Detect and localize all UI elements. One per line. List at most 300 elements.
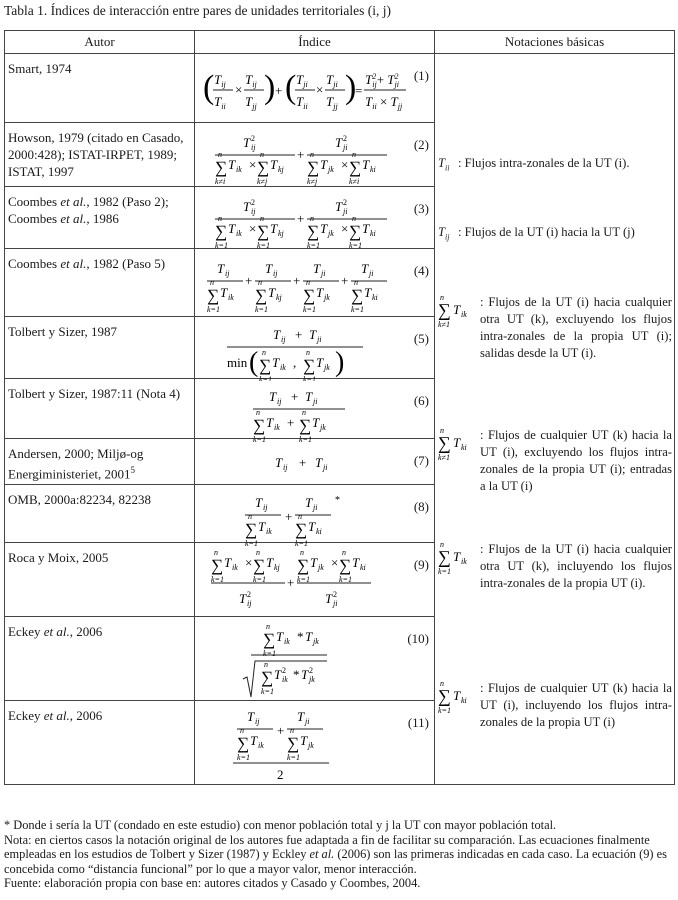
svg-text:T: T	[453, 549, 461, 564]
svg-text:jk: jk	[320, 423, 326, 432]
svg-text:k=1: k=1	[253, 435, 266, 443]
svg-text:T: T	[243, 199, 251, 214]
svg-text:∑: ∑	[211, 556, 224, 575]
svg-text:T: T	[364, 285, 372, 300]
svg-text:k=1: k=1	[303, 305, 316, 314]
svg-text:∑: ∑	[253, 416, 266, 435]
index-cell	[195, 54, 435, 123]
footnote-asterisk: * Donde i sería la UT (condado en este estudio) con menor población total y j la UT con mayor población total.	[4, 818, 557, 832]
svg-text:n: n	[262, 348, 266, 357]
svg-text:∑: ∑	[438, 547, 451, 567]
notation-cell	[435, 54, 675, 785]
notation-item: $T_{ij}$ : Flujos de la UT (i) hacia la UT (j)	[438, 224, 672, 241]
svg-text:T: T	[325, 591, 333, 606]
svg-text:n: n	[440, 541, 444, 549]
svg-text:): )	[335, 347, 345, 378]
svg-text:2: 2	[343, 198, 347, 207]
svg-text:×: ×	[235, 82, 243, 97]
svg-text:+: +	[295, 327, 303, 342]
notation-item: n ∑ k=1 T ki : Flujos de cualquier UT (k) hacia la UT (i), incluyendo los flujos intra-zonales de la propia UT (i)	[438, 680, 672, 729]
svg-text:T: T	[266, 415, 274, 430]
svg-text:+: +	[297, 147, 305, 162]
svg-text:2: 2	[251, 198, 255, 207]
author-cell: Coombes et al., 1982 (Paso 5)	[5, 249, 195, 317]
header-autor: Autor	[5, 31, 195, 54]
svg-text:ji: ji	[317, 335, 322, 344]
svg-text:ij: ij	[247, 599, 252, 608]
svg-text:ij: ij	[255, 717, 260, 726]
svg-text:∑: ∑	[438, 686, 451, 706]
svg-text:n: n	[342, 551, 346, 557]
svg-text:ik: ik	[236, 229, 242, 238]
svg-text:n: n	[300, 551, 304, 557]
index-cell	[195, 123, 435, 187]
equation-5	[213, 325, 418, 385]
svg-text:n: n	[256, 408, 260, 417]
svg-text:∑: ∑	[255, 286, 268, 305]
table-footnotes	[4, 818, 674, 891]
author-cell: Eckey et al., 2006	[5, 701, 195, 785]
equation-9	[209, 551, 414, 621]
svg-text:ij: ij	[263, 503, 268, 512]
svg-text:T: T	[320, 157, 328, 172]
svg-text:ki: ki	[370, 229, 376, 238]
index-cell	[195, 187, 435, 249]
svg-text:ji: ji	[313, 397, 318, 406]
svg-text:ji: ji	[369, 269, 374, 278]
equation-11	[231, 709, 436, 787]
svg-text:n: n	[218, 150, 222, 159]
equation-number: (3)	[413, 201, 429, 216]
svg-text:T: T	[239, 591, 247, 606]
svg-text:n: n	[306, 278, 310, 287]
svg-text:ki: ki	[461, 696, 467, 705]
svg-text:n: n	[264, 660, 268, 669]
footnote-nota: Nota: en ciertos casos la notación original de los autores fue adaptada a fin de facilitar su comparación. Las ecuaciones finalmente empleadas en los estudios de Tolbert y Sizer (1987) y Eckley et al. (2006) son las primeras indicadas en cada caso. La ecuación (9) es concebida como “distancia funcional” por lo que a mayor valor, menor interacción.	[4, 832, 667, 876]
svg-text:n: n	[440, 294, 444, 302]
svg-text:T: T	[335, 135, 343, 150]
svg-text:T: T	[453, 435, 461, 450]
table-caption: Tabla 1. Índices de interacción entre pares de unidades territoriales (i, j)	[4, 3, 392, 18]
svg-text:T: T	[266, 555, 274, 570]
svg-text:k=1: k=1	[237, 753, 250, 762]
header-indice: Índice	[195, 31, 435, 54]
svg-text:∑: ∑	[307, 222, 320, 241]
svg-text:k=1: k=1	[263, 649, 276, 658]
svg-text:T: T	[453, 688, 461, 703]
svg-text:n: n	[258, 278, 262, 287]
svg-text:Tij: $T_{ij}$	[245, 72, 257, 89]
svg-text:n: n	[298, 512, 302, 521]
equation-number: (9)	[413, 557, 429, 572]
svg-text:ki: ki	[360, 563, 366, 572]
svg-text:T: T	[272, 355, 280, 370]
svg-text:+: +	[285, 509, 293, 524]
svg-text:min: min	[227, 355, 248, 370]
svg-text:2: 2	[309, 666, 313, 675]
svg-text:T: T	[269, 389, 277, 404]
svg-text:k≠1: k≠1	[438, 453, 450, 462]
svg-text:ki: ki	[372, 293, 378, 302]
svg-text:Tjj: $T_{jj}$	[245, 94, 257, 111]
svg-text:2: 2	[343, 134, 347, 143]
svg-text:T: T	[228, 221, 236, 236]
svg-text:n: n	[310, 150, 314, 159]
svg-text:×: ×	[316, 82, 324, 97]
svg-text:ij: ij	[251, 143, 256, 152]
svg-text:k≠j: k≠j	[307, 177, 318, 186]
svg-text:n: n	[354, 278, 358, 287]
svg-text:T: T	[268, 285, 276, 300]
equation-number: (6)	[413, 393, 429, 408]
svg-text:n: n	[260, 150, 264, 159]
svg-text:ki: ki	[461, 443, 467, 452]
index-cell	[195, 543, 435, 617]
svg-text:∑: ∑	[257, 222, 270, 241]
svg-text:ik: ik	[266, 527, 272, 536]
svg-text:ik: ik	[282, 675, 288, 684]
svg-text:ji: ji	[321, 269, 326, 278]
svg-text:ij: ij	[283, 463, 288, 472]
svg-text:∑: ∑	[349, 222, 362, 241]
notation-item: n ∑ k=1 T ik : Flujos de la UT (i) hacia cualquier otra UT (k), incluyendo los flujos intra-zonales de la propia UT (i).	[438, 541, 672, 590]
author-cell: Smart, 1974	[5, 54, 195, 123]
svg-text:=: =	[355, 83, 363, 98]
author-cell: Howson, 1979 (citado en Casado, 2000:428); ISTAT-IRPET, 1989; ISTAT, 1997	[5, 123, 195, 187]
svg-text:∑: ∑	[207, 286, 220, 305]
svg-text:ki: ki	[316, 527, 322, 536]
footnote-fuente: Fuente: elaboración propia con base en: autores citados y Casado y Coombes, 2004.	[4, 876, 421, 890]
symbol-sum-tik-excl	[438, 294, 480, 330]
svg-text:T: T	[228, 157, 236, 172]
svg-text:T: T	[255, 495, 263, 510]
svg-text:+: +	[275, 83, 283, 98]
svg-text:T: T	[270, 221, 278, 236]
author-cell: Roca y Moix, 2005	[5, 543, 195, 617]
equation-1	[203, 62, 408, 122]
svg-text:×: ×	[341, 221, 349, 236]
equation-3	[213, 195, 418, 255]
svg-text:Tji: $T_{ji}$	[296, 72, 308, 89]
svg-text:ji: ji	[343, 143, 348, 152]
index-cell	[195, 485, 435, 548]
svg-text:∑: ∑	[237, 734, 250, 753]
svg-text:T: T	[352, 555, 360, 570]
svg-text:*: *	[297, 629, 304, 644]
header-notaciones: Notaciones básicas	[435, 31, 675, 54]
svg-text:+: +	[277, 723, 285, 738]
svg-text:): )	[345, 69, 357, 106]
svg-text:T: T	[276, 629, 284, 644]
notation-item: n ∑ k≠1 T ik : Flujos de la UT (i) hacia cualquier otra UT (k), excluyendo los flujos intra-zonales de la propia UT (i); salidas desde la UT (i).	[438, 294, 672, 360]
svg-text:k=1: k=1	[307, 241, 320, 250]
svg-text:k≠i: k≠i	[215, 177, 226, 186]
svg-text:n: n	[266, 625, 270, 631]
svg-text:k=1: k=1	[253, 575, 266, 584]
svg-text:n: n	[302, 408, 306, 417]
svg-text:ik: ik	[236, 165, 242, 174]
svg-text:k=1: k=1	[438, 567, 451, 576]
svg-text:T: T	[220, 285, 228, 300]
index-cell	[195, 379, 435, 443]
svg-text:∑: ∑	[215, 158, 228, 177]
svg-text:+: +	[341, 273, 349, 288]
svg-text:k=1: k=1	[245, 539, 258, 548]
svg-text:k≠j: k≠j	[257, 177, 268, 186]
svg-text:ki: ki	[370, 165, 376, 174]
svg-text:ji: ji	[323, 463, 328, 472]
symbol-tij: $T_{ij}$	[438, 225, 450, 242]
equation-number: (5)	[413, 331, 429, 346]
svg-text:Tii: $T_{ii}$	[296, 94, 308, 111]
author-cell: Tolbert y Sizer, 1987:11 (Nota 4)	[5, 379, 195, 439]
svg-text:jk: jk	[328, 165, 334, 174]
svg-text:×: ×	[249, 221, 257, 236]
svg-text:Tjj: $T_{jj}$	[326, 94, 338, 111]
svg-text:k=1: k=1	[215, 241, 228, 250]
equation-number: (11)	[407, 715, 429, 730]
symbol-sum-tki-incl	[438, 680, 480, 716]
svg-text:∑: ∑	[438, 300, 451, 320]
equation-number: (10)	[407, 631, 429, 646]
svg-text:(: (	[203, 69, 215, 106]
svg-text:T: T	[453, 302, 461, 317]
svg-text:T: T	[310, 555, 318, 570]
svg-text:∑: ∑	[253, 556, 266, 575]
svg-text:n: n	[306, 348, 310, 357]
svg-text:n: n	[352, 214, 356, 223]
symbol-tii: $T_{ii}$	[438, 156, 450, 173]
svg-text:kj: kj	[278, 229, 284, 238]
svg-text:T: T	[247, 709, 255, 724]
svg-text:k=1: k=1	[299, 435, 312, 443]
svg-text:+: +	[293, 273, 301, 288]
svg-text:,: ,	[293, 355, 297, 370]
svg-text:ik: ik	[258, 741, 264, 750]
svg-text:n: n	[310, 214, 314, 223]
index-cell	[195, 317, 435, 379]
svg-text:T: T	[305, 389, 313, 404]
svg-text:∑: ∑	[259, 356, 272, 375]
svg-text:ji: ji	[313, 503, 318, 512]
index-cell	[195, 701, 435, 785]
svg-text:n: n	[248, 512, 252, 521]
svg-text:T: T	[297, 709, 305, 724]
svg-text:n: n	[214, 551, 218, 557]
author-cell: OMB, 2000a:82234, 82238	[5, 485, 195, 543]
svg-text:ik: ik	[461, 310, 467, 319]
svg-text:ji: ji	[333, 599, 338, 608]
svg-text:T: T	[270, 157, 278, 172]
svg-text:): )	[264, 69, 276, 106]
svg-text:T: T	[315, 455, 323, 470]
svg-text:Tij: $T_{ij}$	[214, 72, 226, 89]
svg-text:n: n	[240, 726, 244, 735]
equation-number: (2)	[413, 137, 429, 152]
svg-text:∑: ∑	[261, 668, 274, 687]
svg-text:kj: kj	[278, 165, 284, 174]
svg-text:T: T	[305, 495, 313, 510]
svg-text:∑: ∑	[297, 556, 310, 575]
svg-text:2: 2	[333, 590, 337, 599]
svg-text:Tii: $T_{ii}$	[214, 94, 226, 111]
svg-text:×: ×	[331, 555, 339, 570]
svg-text:kj: kj	[274, 563, 280, 572]
svg-text:T2ij+ T2ji: $T^2$ $ij+ T^2$ ji	[365, 72, 399, 89]
svg-text:×: ×	[341, 157, 349, 172]
svg-text:T: T	[273, 327, 281, 342]
svg-text:T: T	[312, 415, 320, 430]
svg-text:n: n	[256, 551, 260, 557]
svg-text:ik: ik	[232, 563, 238, 572]
header-row	[5, 31, 675, 54]
svg-text:k=1: k=1	[349, 241, 362, 250]
svg-text:×: ×	[249, 157, 257, 172]
author-cell: Coombes et al., 1982 (Paso 2); Coombes et al., 1986	[5, 187, 195, 249]
svg-text:∑: ∑	[263, 630, 276, 649]
svg-text:∑: ∑	[307, 158, 320, 177]
svg-text:n: n	[352, 150, 356, 159]
equation-10	[231, 625, 436, 705]
svg-text:+: +	[297, 211, 305, 226]
svg-text:T: T	[265, 261, 273, 276]
svg-text:ij: ij	[281, 335, 286, 344]
svg-text:T: T	[320, 221, 328, 236]
svg-text:T: T	[362, 221, 370, 236]
svg-text:T: T	[309, 327, 317, 342]
symbol-sum-tik-incl	[438, 541, 480, 577]
svg-text:T: T	[274, 667, 282, 682]
svg-text:∑: ∑	[245, 520, 258, 539]
svg-text:∑: ∑	[438, 433, 451, 453]
equation-2	[213, 131, 418, 191]
svg-text:k=1: k=1	[303, 375, 316, 381]
svg-text:ik: ik	[228, 293, 234, 302]
svg-text:k=1: k=1	[255, 305, 268, 314]
svg-text:Tii × Tjj: $T_{ii} \times T_{jj}$	[365, 94, 403, 111]
svg-text:T: T	[258, 519, 266, 534]
svg-text:T: T	[243, 135, 251, 150]
svg-text:k≠i: k≠i	[349, 177, 360, 186]
svg-text:∑: ∑	[349, 158, 362, 177]
svg-text:k=1: k=1	[259, 375, 272, 381]
svg-text:T: T	[361, 261, 369, 276]
svg-text:n: n	[440, 427, 444, 435]
index-cell	[195, 617, 435, 701]
equation-4	[205, 257, 410, 319]
svg-text:∑: ∑	[339, 556, 352, 575]
svg-text:T: T	[316, 355, 324, 370]
svg-text:2: 2	[282, 666, 286, 675]
svg-text:ij: ij	[273, 269, 278, 278]
svg-text:+: +	[291, 389, 299, 404]
svg-text:ji: ji	[343, 207, 348, 216]
svg-text:*: *	[293, 667, 300, 682]
svg-text:2: 2	[247, 590, 251, 599]
svg-text:n: n	[290, 726, 294, 735]
svg-text:T: T	[217, 261, 225, 276]
svg-text:k=1: k=1	[351, 305, 364, 314]
svg-text:∑: ∑	[303, 356, 316, 375]
svg-text:n: n	[210, 278, 214, 287]
svg-text:T: T	[362, 157, 370, 172]
svg-text:∑: ∑	[295, 520, 308, 539]
notation-item: n ∑ k≠1 T ki : Flujos de cualquier UT (k) hacia la UT (i), excluyendo los flujos intra-zonales de la propia UT (i); entradas a la UT (i)	[438, 427, 672, 493]
svg-text:+: +	[287, 415, 295, 430]
svg-text:∑: ∑	[257, 158, 270, 177]
svg-text:*: *	[335, 495, 340, 506]
svg-text:ij: ij	[225, 269, 230, 278]
svg-text:T: T	[313, 261, 321, 276]
svg-text:ji: ji	[305, 717, 310, 726]
svg-text:k=1: k=1	[257, 241, 270, 250]
svg-text:k=1: k=1	[261, 687, 274, 696]
svg-text:ik: ik	[461, 557, 467, 566]
svg-text:jk: jk	[324, 363, 330, 372]
svg-text:k=1: k=1	[438, 706, 451, 715]
svg-text:jk: jk	[324, 293, 330, 302]
svg-text:2: 2	[251, 134, 255, 143]
svg-text:ik: ik	[280, 363, 286, 372]
svg-text:×: ×	[245, 555, 253, 570]
svg-text:(: (	[249, 347, 259, 378]
svg-text:T: T	[250, 733, 258, 748]
svg-text:T: T	[301, 667, 309, 682]
svg-text:∑: ∑	[351, 286, 364, 305]
svg-text:k=1: k=1	[211, 575, 224, 584]
svg-text:n: n	[260, 214, 264, 223]
svg-text:+: +	[299, 455, 307, 470]
equation-number: (7)	[413, 453, 429, 468]
svg-text:jk: jk	[308, 741, 314, 750]
svg-text:∑: ∑	[303, 286, 316, 305]
svg-text:T: T	[335, 199, 343, 214]
svg-text:k=1: k=1	[297, 575, 310, 584]
author-cell: Tolbert y Sizer, 1987	[5, 317, 195, 379]
svg-text:k≠1: k≠1	[438, 320, 450, 329]
svg-text:ij: ij	[277, 397, 282, 406]
svg-text:T: T	[305, 629, 313, 644]
svg-text:∑: ∑	[287, 734, 300, 753]
svg-text:ik: ik	[274, 423, 280, 432]
index-cell	[195, 439, 435, 485]
author-cell: Eckey et al., 2006	[5, 617, 195, 701]
svg-text:jk: jk	[313, 637, 319, 646]
svg-text:k=1: k=1	[339, 575, 352, 584]
svg-text:2: 2	[277, 767, 284, 782]
svg-text:T: T	[300, 733, 308, 748]
author-cell: Andersen, 2000; Miljø-og Energiministeriet, 2001$^5$	[5, 439, 195, 485]
svg-text:jk: jk	[309, 675, 315, 684]
svg-text:jk: jk	[318, 563, 324, 572]
svg-text:kj: kj	[276, 293, 282, 302]
equation-number: (1)	[413, 68, 429, 83]
svg-text:k=1: k=1	[287, 753, 300, 762]
equation-number: (8)	[413, 499, 429, 514]
svg-text:k=1: k=1	[295, 539, 308, 548]
svg-text:n: n	[440, 680, 444, 688]
svg-text:+: +	[287, 575, 295, 590]
svg-text:Tji: $T_{ji}$	[326, 72, 338, 89]
svg-text:ik: ik	[284, 637, 290, 646]
svg-text:T: T	[316, 285, 324, 300]
svg-text:T: T	[275, 455, 283, 470]
svg-text:n: n	[218, 214, 222, 223]
svg-text:jk: jk	[328, 229, 334, 238]
svg-text:+: +	[245, 273, 253, 288]
index-cell	[195, 249, 435, 317]
interaction-indices-table	[4, 30, 675, 785]
